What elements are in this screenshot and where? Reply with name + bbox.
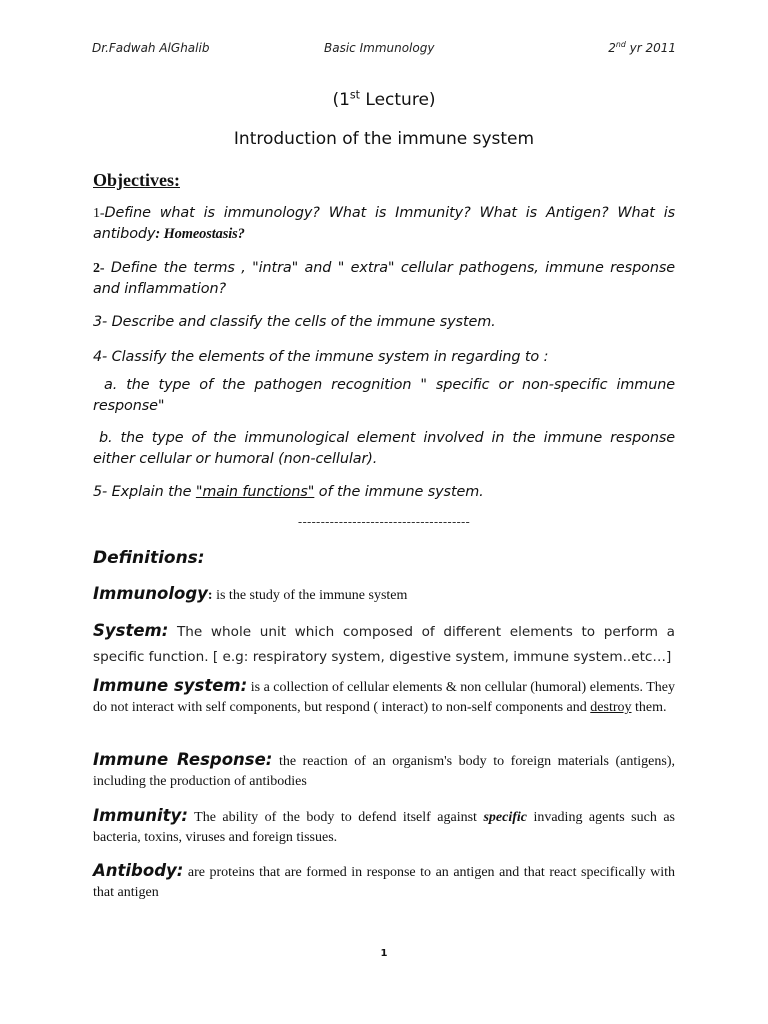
definition-immune-system-text: is a collection of cellular elements & non cellular (humoral) elements. They do not interact with self components, but respond ( interact) to non-self components and <box>93 680 675 715</box>
page-header <box>92 41 676 59</box>
term-immune-system: Immune system: <box>93 676 248 695</box>
definition-system <box>93 619 675 669</box>
header-year-num: 2 <box>608 41 616 55</box>
definition-immunity <box>93 806 675 848</box>
objective-5 <box>93 482 675 503</box>
definition-immune-system-end: them. <box>631 700 667 715</box>
objective-5-main-functions: "main functions" <box>195 484 315 500</box>
objective-2-text: Define the terms , "intra" and " extra" cellular pathogens, immune response and inflammation? <box>93 260 675 297</box>
lecture-open: (1 <box>332 90 350 110</box>
definition-system-text: The whole unit which composed of different elements to perform a specific function. [ e.g: respiratory system, digestive system, immune system..etc…] <box>93 624 675 665</box>
objective-4b: b. the type of the immunological element involved in the immune response either cellular or humoral (non-cellular). <box>93 430 675 467</box>
definition-immunology-text: is the study of the immune system <box>212 588 408 603</box>
objective-1-number: 1- <box>93 206 105 221</box>
definition-immune-response <box>93 750 675 792</box>
definition-immune-system-destroy: destroy <box>590 700 632 715</box>
header-course: Basic Immunology <box>324 41 435 55</box>
term-immune-response: Immune Response: <box>93 750 273 769</box>
definition-antibody-text: are proteins that are formed in response to an antigen and that react specifically with that antigen <box>93 865 675 900</box>
header-year-rest: yr 2011 <box>625 41 676 55</box>
definition-immunology <box>93 584 675 606</box>
term-antibody: Antibody: <box>93 861 184 880</box>
definition-immunity-specific: specific <box>483 810 527 825</box>
header-year-sup: nd <box>615 40 626 49</box>
header-year <box>608 41 676 55</box>
objective-1-question: ? <box>237 226 245 242</box>
definition-immune-response-text: the reaction of an organism's body to foreign materials (antigens), including the production of antibodies <box>93 754 675 789</box>
objectives-heading: Objectives: <box>93 170 180 190</box>
page-number: 1 <box>380 948 388 959</box>
objective-5-before: 5- Explain the <box>93 484 196 500</box>
term-system: System: <box>93 621 169 640</box>
objective-3: 3- Describe and classify the cells of the immune system. <box>93 314 496 330</box>
header-author: Dr.Fadwah AlGhalib <box>92 41 210 55</box>
objective-1-homeostasis: Homeostasis <box>163 226 238 242</box>
objective-1-colon: : <box>155 226 164 242</box>
lecture-close: Lecture) <box>360 90 436 110</box>
term-immunology: Immunology <box>93 584 208 603</box>
objective-4a: a. the type of the pathogen recognition " specific or non-specific immune response" <box>93 377 675 414</box>
section-separator: -------------------------------------- <box>297 515 471 529</box>
objective-5-after: of the immune system. <box>314 484 484 500</box>
objective-1 <box>93 203 675 245</box>
definition-antibody <box>93 861 675 903</box>
definition-immune-system <box>93 676 675 718</box>
lecture-sup: st <box>349 88 360 102</box>
objective-2-number: 2- <box>93 261 105 276</box>
objective-4: 4- Classify the elements of the immune system in regarding to : <box>93 349 549 365</box>
lecture-number <box>0 90 768 110</box>
definitions-heading: Definitions: <box>93 548 205 568</box>
objective-2 <box>93 258 675 300</box>
lecture-title: Introduction of the immune system <box>233 129 535 149</box>
definition-immunity-end: invading agents such as bacteria, toxins, viruses and foreign tissues. <box>93 810 675 845</box>
objective-1-text: Define what is immunology? What is Immunity? What is Antigen? What is antibody <box>93 205 675 242</box>
definition-immunity-text: The ability of the body to defend itself against <box>187 810 484 825</box>
term-immunology-colon: : <box>207 588 213 603</box>
term-immunity: Immunity: <box>93 806 188 825</box>
